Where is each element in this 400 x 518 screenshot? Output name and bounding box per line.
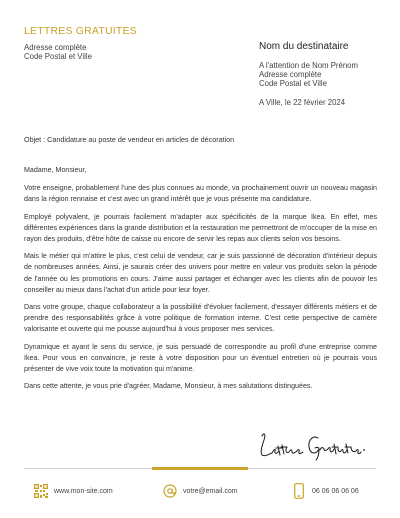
paragraph-5: Dynamique et ayant le sens du service, je suis persuadé de correspondre au profil d'une entreprise comme Ikea. Pour vous en convaincre, je reste à votre disposition pour un éventuel entretien où je pourrais vous présenter de vive voix toute la motivation qui m'anime. [24,342,377,374]
footer-accent-bar [152,467,248,470]
phone-icon [292,483,306,499]
paragraph-1: Votre enseigne, probablement l'une des plus connues au monde, va prochainement ouvrir un nouveau magasin dans la région rennaise et c'est avec un grand intérêt que je vous présente ma candidature. [24,184,377,204]
sender-name: LETTRES GRATUITES [24,25,137,37]
sender-postal-city: Code Postal et Ville [24,52,92,61]
recipient-name: Nom du destinataire [259,41,349,52]
footer-website[interactable] [34,483,113,499]
paragraph-4: Dans votre groupe, chaque collaborateur a la possibilité d'évoluer facilement, d'essayer différents métiers et de prendre des responsabilités grâce à votre politique de formation interne. C'est cette perspective de carrière valorisante et ouverte qui me pousse aujourd'hui à vous proposer mes services. [24,303,377,334]
footer [0,483,400,501]
paragraph-6: Dans cette attente, je vous prie d'agréer, Madame, Monsieur, à mes salutations distinguées. [24,382,313,391]
footer-phone[interactable] [292,483,359,499]
salutation: Madame, Monsieur, [24,166,87,174]
at-sign-icon [163,483,177,499]
footer-phone-text: 06 06 06 06 06 [312,487,359,495]
recipient-attention: A l'attention de Nom Prénom [259,61,359,70]
recipient-block [259,41,358,107]
handwritten-signature [256,428,366,462]
paragraph-2: Employé polyvalent, je pourrais facilement m'adapter aux spécificités de la marque Ikea. En effet, mes différentes expériences dans la grande distribution et la restauration me permettront de m'occuper de la mise en rayon des produits, d'être hôte de caisse ou encore de servir les repas aux clients selon vos besoins. [24,212,377,244]
paragraph-3: Mais le métier qui m'attire le plus, c'est celui de vendeur, car je suis passionné de décoration d'intérieur depuis de nombreuses années. Ainsi, je saurais créer des univers pour mettre en valeur vos produits selon la période de l'année ou les promotions en cours. J'aime aussi partager et échanger avec les clients afin de pouvoir les conseiller au mieux dans l'achat d'un article pour leur foyer. [24,252,377,294]
footer-website-text: www.mon-site.com [54,487,113,495]
sender-block [24,25,137,61]
footer-email[interactable] [163,483,238,499]
footer-email-text: votre@email.com [183,487,238,495]
qr-code-icon [34,483,48,499]
letter-body [24,165,377,398]
recipient-postal-city: Code Postal et Ville [259,79,327,88]
letter-date: A Ville, le 22 février 2024 [259,98,346,107]
sender-address: Adresse complète [24,43,87,52]
subject-line: Objet : Candidature au poste de vendeur en articles de décoration [24,135,235,144]
recipient-address: Adresse complète [259,70,322,79]
